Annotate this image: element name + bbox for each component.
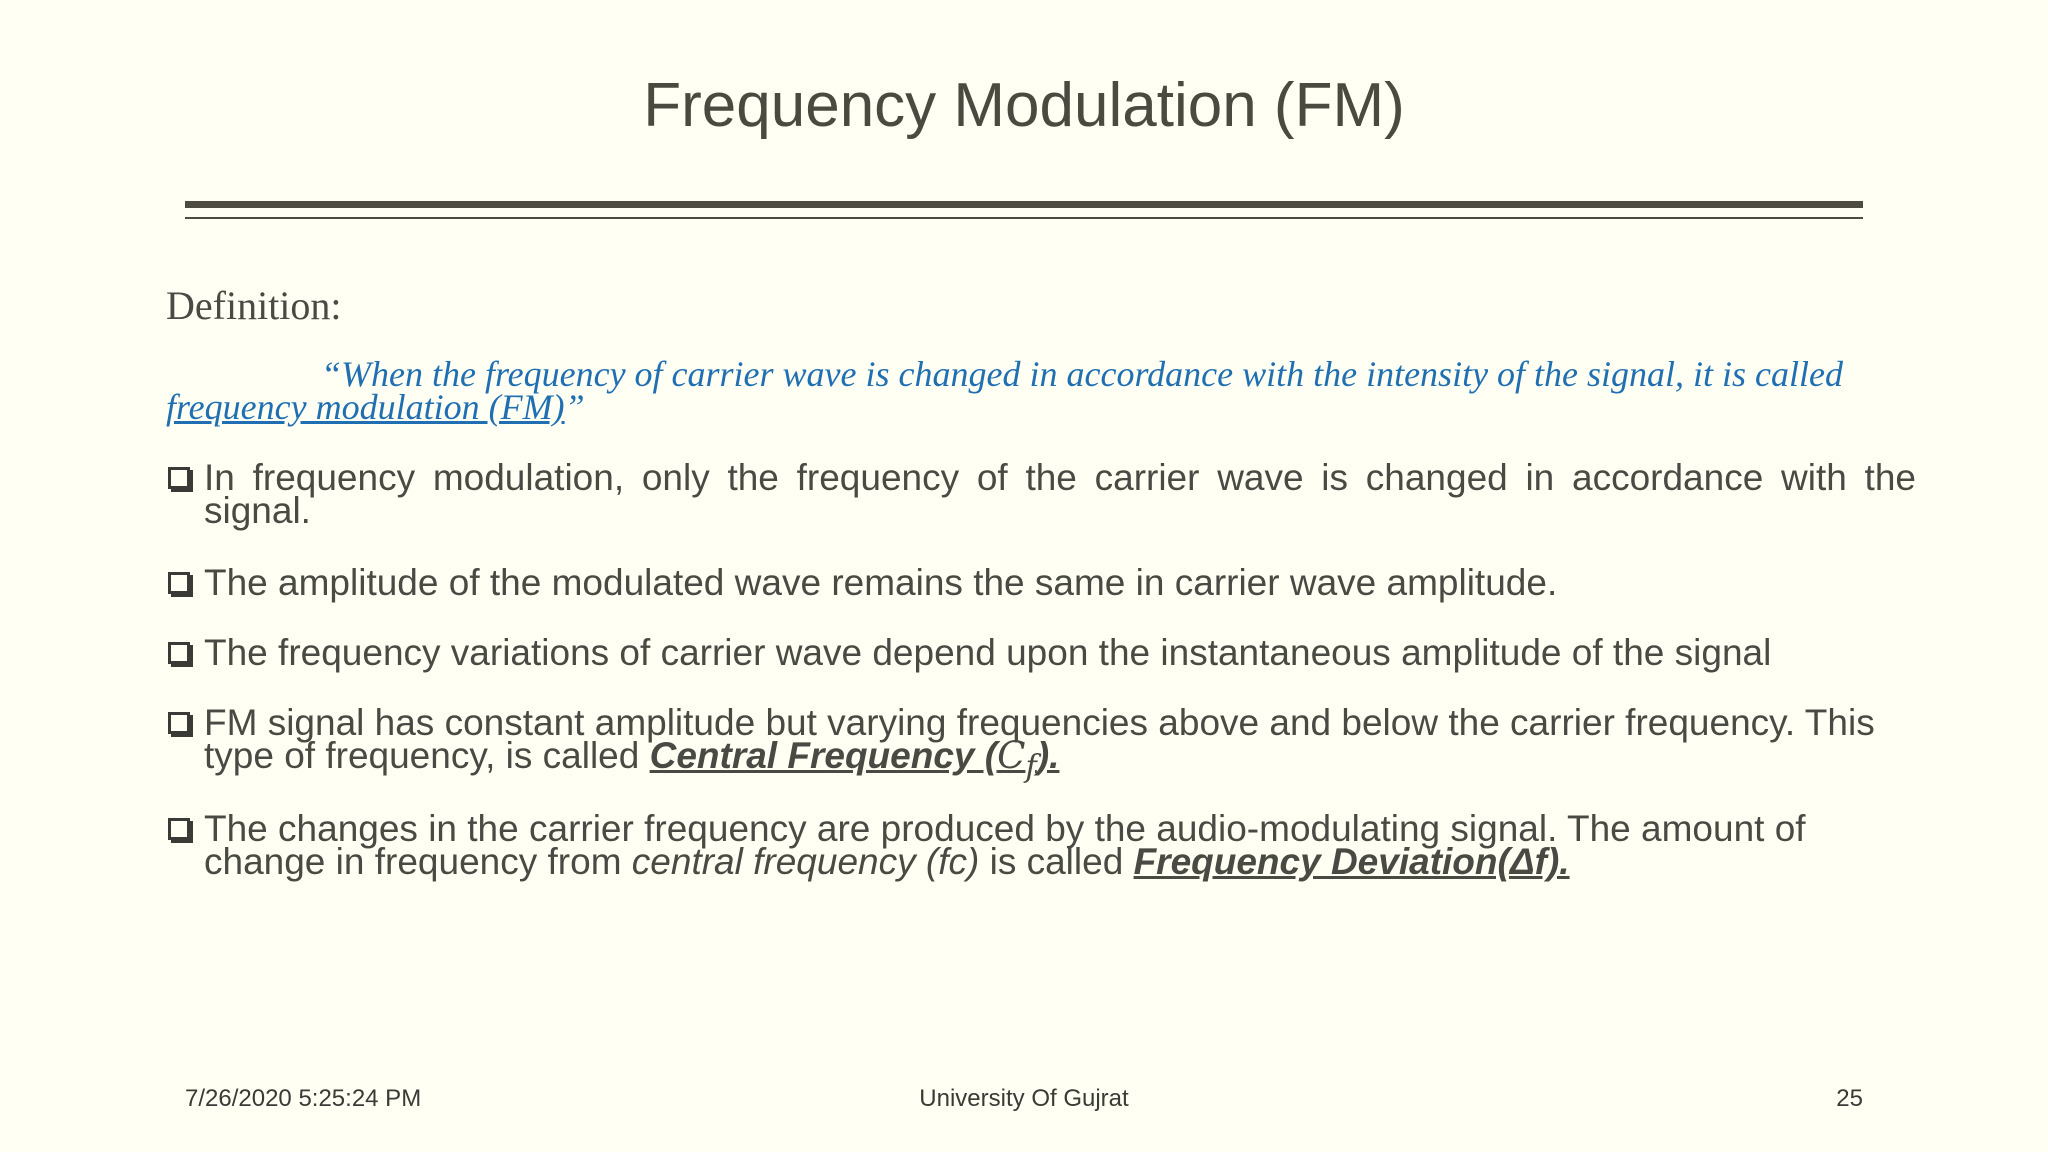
slide-title: Frequency Modulation (FM) — [643, 71, 1405, 140]
footer-organization: University Of Gujrat — [919, 1085, 1129, 1112]
bullet-text: In frequency modulation, only the frequency of the carrier wave is changed in accordance with the signal. — [204, 457, 1916, 531]
bullet-text: The amplitude of the modulated wave remains the same in carrier wave amplitude. — [204, 562, 1558, 603]
title-divider-thin — [185, 217, 1863, 219]
frequency-deviation-term: Frequency Deviation(Δf). — [1133, 841, 1570, 882]
bullet-item-3 — [166, 632, 1916, 673]
bullet-text-2: is called — [979, 841, 1134, 882]
definition-quote-start: “When the frequency of carrier wave is changed in accordance with the intensity of the signal, it is called — [321, 354, 1844, 394]
bullet-item-5 — [166, 808, 1886, 882]
bullet-text: FM signal has constant amplitude but varying frequencies above and below the carrier frequency. This type of frequency, is called — [204, 702, 1875, 776]
bullet-item-4 — [166, 702, 1886, 785]
checkbox-bullet-icon — [168, 467, 190, 489]
title-divider-thick — [185, 201, 1863, 208]
checkbox-bullet-icon — [168, 818, 190, 840]
bullet-text: The changes in the carrier frequency are produced by the audio-modulating signal. The amount of change in frequency from — [204, 808, 1806, 882]
bullet-italic: central frequency (fc) — [631, 841, 980, 882]
bullet-item-1 — [166, 457, 1916, 531]
definition-quote-end: ” — [564, 387, 585, 427]
footer-page-number: 25 — [1836, 1085, 1863, 1112]
central-frequency-term: Central Frequency (𝐶$_𝑓$). — [649, 734, 1060, 785]
bullet-item-2 — [166, 562, 1916, 603]
bullet-text: The frequency variations of carrier wave depend upon the instantaneous amplitude of the signal — [204, 632, 1772, 673]
definition-term-link: frequency modulation (FM) — [166, 387, 565, 427]
checkbox-bullet-icon — [168, 712, 190, 734]
checkbox-bullet-icon — [168, 642, 190, 664]
footer-date: 7/26/2020 5:25:24 PM — [185, 1085, 422, 1112]
checkbox-bullet-icon — [168, 572, 190, 594]
definition-quote — [166, 354, 1846, 427]
definition-label: Definition: — [166, 283, 342, 328]
